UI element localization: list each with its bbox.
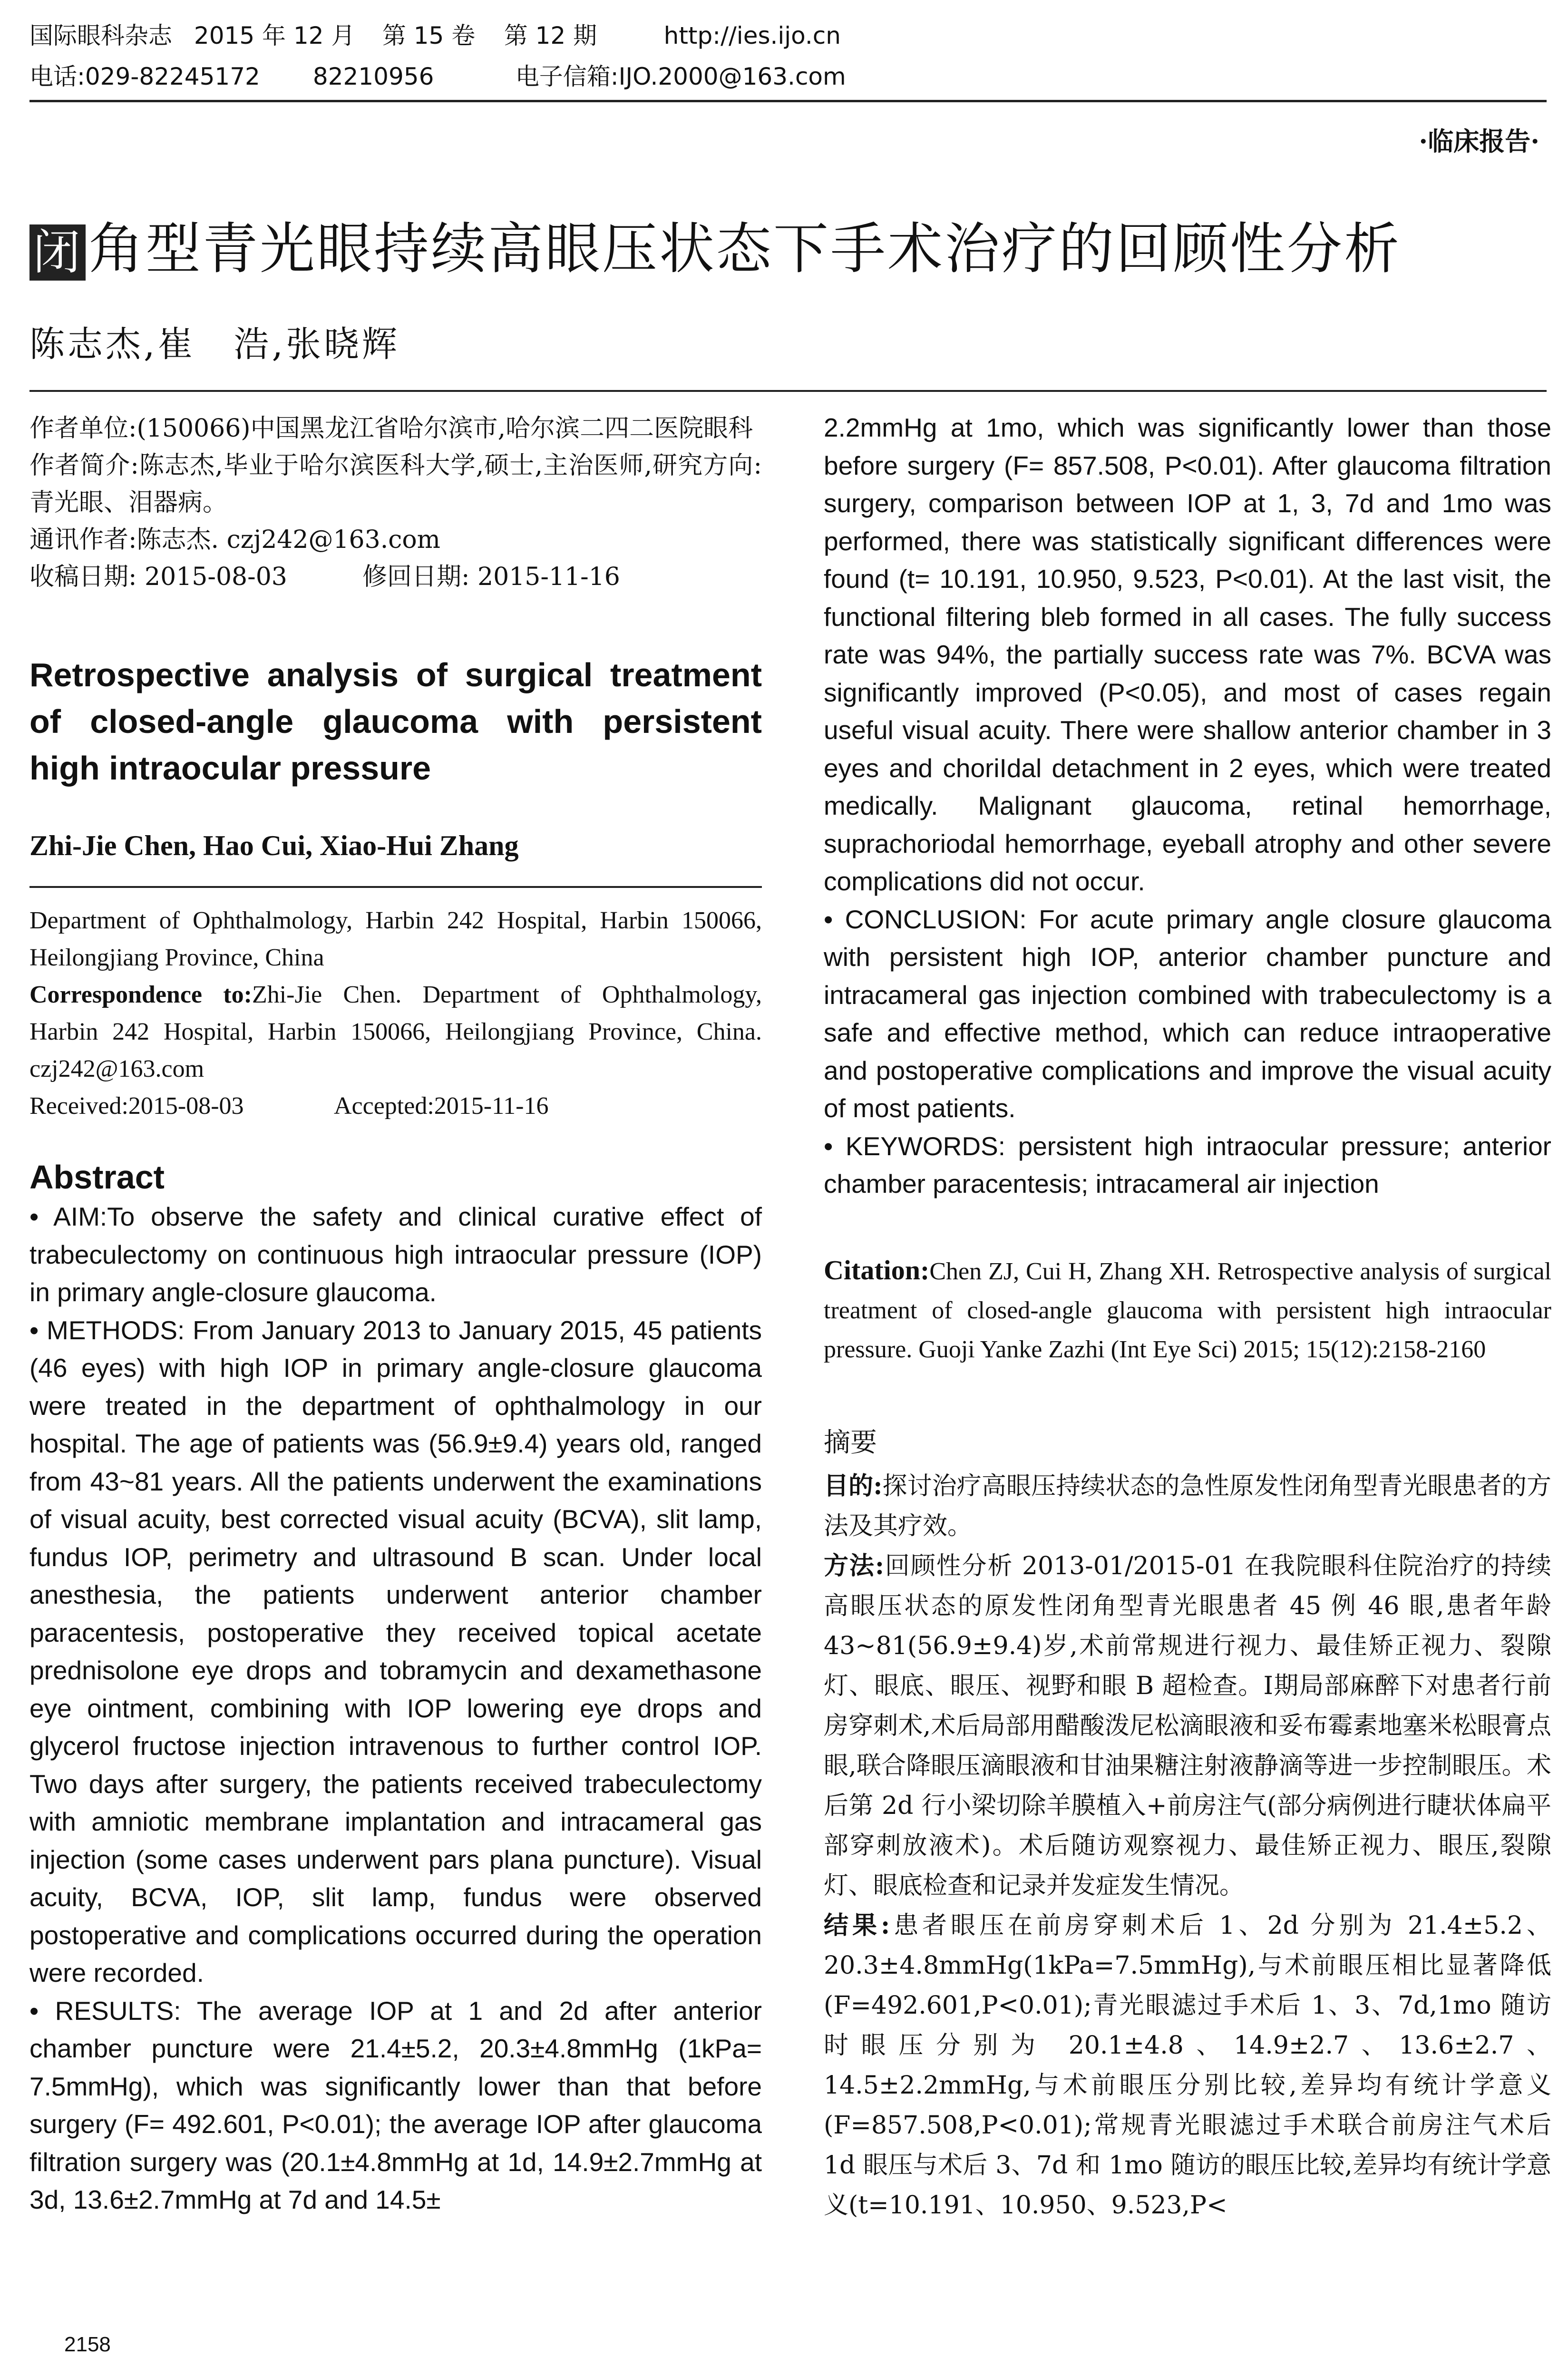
journal-header-line2 xyxy=(29,61,846,92)
author-bio: 作者简介:陈志杰,毕业于哈尔滨医科大学,硕士,主治医师,研究方向:青光眼、泪器病。 xyxy=(29,451,762,517)
abstract-body xyxy=(29,1198,762,2219)
abstract-results-cont: 2.2mmHg at 1mo, which was significantly lower than those before surgery (F= 857.508, P<0.01). After glaucoma filtration surgery, comparison between IOP at 1, 3, 7d and 1mo was performed, there was statistically significant differences were found (t= 10.191, 10.950, 9.523, P<0.01). At the last visit, the functional filtering bleb formed in all cases. The fully success rate was 94%, the partially success rate was 7%. BCVA was significantly improved (P<0.05), and most of cases regain useful visual acuity. There were shallow anterior chamber in 3 eyes and choriIdal detachment in 2 eyes, which were treated medically. Malignant glaucoma, retinal hemorrhage, suprachoriodal hemorrhage, eyeball atrophy and other severe complications did not occur. xyxy=(824,413,1551,896)
issue: 第 12 期 xyxy=(504,22,597,49)
en-dept: Department of Ophthalmology, Harbin 242 Hospital, Harbin 150066, Heilongjiang Province, China xyxy=(29,907,762,971)
zh-abstract-heading: 摘要 xyxy=(824,1427,877,1458)
title-boxed-char: 闭 xyxy=(29,224,86,281)
en-authors: Zhi-Jie Chen, Hao Cui, Xiao-Hui Zhang xyxy=(29,830,519,861)
zh-results xyxy=(824,1906,1551,2225)
section-tag: ·临床报告· xyxy=(1419,126,1539,156)
email[interactable]: 电子信箱:IJO.2000@163.com xyxy=(515,63,846,90)
zh-abstract-body xyxy=(824,1466,1551,2225)
citation-label: Citation: xyxy=(824,1254,930,1286)
phone: 电话:029-82245172 xyxy=(29,63,260,90)
citation xyxy=(824,1251,1551,1369)
zh-aim-text: 探讨治疗高眼压持续状态的急性原发性闭角型青光眼患者的方法及其疗效。 xyxy=(824,1471,1551,1540)
correspondence-label: Correspondence to: xyxy=(29,981,252,1008)
revised-date: 修回日期: 2015-11-16 xyxy=(362,563,620,591)
right-column xyxy=(824,409,1551,2225)
en-dates xyxy=(29,1088,762,1125)
author-corresponding: 通讯作者:陈志杰. czj242@163.com xyxy=(29,526,440,554)
zh-methods-text: 回顾性分析 2013-01/2015-01 在我院眼科住院治疗的持续高眼压状态的原发性闭角型青光眼患者 45 例 46 眼,患者年龄 43~81(56.9±9.4)岁,术前常规进行视力、最佳矫正视力、裂隙灯、眼底、眼压、视野和眼 B 超检查。Ⅰ期局部麻醉下对患者行前房穿刺术,术后局部用醋酸泼尼松滴眼液和妥布霉素地塞米松眼膏点眼,联合降眼压滴眼液和甘油果糖注射液静滴等进一步控制眼压。术后第 2d 行小梁切除羊膜植入+前房注气(部分病例进行睫状体扁平部穿刺放液术)。术后随访观察视力、最佳矫正视力、眼压,裂隙灯、眼底检查和记录并发症发生情况。 xyxy=(824,1551,1551,1900)
abstract-heading: Abstract xyxy=(29,1159,165,1196)
abstract-conclusion: • CONCLUSION: For acute primary angle closure glaucoma with persistent high IOP, anterior chamber puncture and intracameral gas injection combined with trabeculectomy is a safe and effective method, which can reduce intraoperative and postoperative complications and improve the visual acuity of most patients. xyxy=(824,904,1551,1123)
article-title xyxy=(29,205,1401,284)
authors-cn: 陈志杰,崔 浩,张晓辉 xyxy=(29,324,400,365)
phone-2: 82210956 xyxy=(312,63,434,90)
author-dates xyxy=(29,558,762,595)
received-date: 收稿日期: 2015-08-03 xyxy=(29,563,287,591)
abstract-methods: • METHODS: From January 2013 to January 2015, 45 patients (46 eyes) with high IOP in primary angle-closure glaucoma were treated in the department of ophthalmology in our hospital. The age of patients was (56.9±9.4) years old, ranged from 43~81 years. All the patients underwent the examinations of visual acuity, best corrected visual acuity (BCVA), slit lamp, fundus IOP, perimetry and ultrasound B scan. Under local anesthesia, the patients underwent anterior chamber paracentesis, postoperative they received topical acetate prednisolone eye drops and tobramycin and dexamethasone eye ointment, combining with IOP lowering eye drops and glycerol fructose injection intravenous to further control IOP. Two days after surgery, the patients received trabeculectomy with amniotic membrane implantation and intracameral gas injection (some cases underwent pars plana puncture). Visual acuity, BCVA, IOP, slit lamp, fundus were observed postoperative and complications occurred during the operation were recorded. xyxy=(29,1315,762,1987)
en-title: Retrospective analysis of surgical treatment of closed-angle glaucoma with persistent high intraocular pressure xyxy=(29,656,762,787)
citation-text: Chen ZJ, Cui H, Zhang XH. Retrospective analysis of surgical treatment of closed-angle glaucoma with persistent high intraocular pressure. Guoji Yanke Zazhi (Int Eye Sci) 2015; 15(12):2158-2160 xyxy=(824,1257,1551,1363)
zh-aim xyxy=(824,1466,1551,1546)
issue-date: 2015 年 12 月 xyxy=(194,22,355,49)
zh-results-text: 患者眼压在前房穿刺术后 1、2d 分别为 21.4±5.2、20.3±4.8mmHg(1kPa=7.5mmHg),与术前眼压相比显著降低(F=492.601,P<0.01);青光眼滤过手术后 1、3、7d,1mo 随访时眼压分别为 20.1±4.8、14.9±2.7、13.6±2.7、14.5±2.2mmHg,与术前眼压分别比较,差异均有统计学意义(F=857.508,P<0.01);常规青光眼滤过手术联合前房注气术后 1d 眼压与术后 3、7d 和 1mo 随访的眼压比较,差异均有统计学意义(t=10.191、10.950、9.523,P< xyxy=(824,1911,1551,2220)
journal-header-line1 xyxy=(29,20,841,51)
header-rule xyxy=(29,100,1547,102)
en-affiliation xyxy=(29,902,762,1125)
en-authors-rule xyxy=(29,886,762,888)
left-column xyxy=(29,410,762,2219)
abstract-results: • RESULTS: The average IOP at 1 and 2d after anterior chamber puncture were 21.4±5.2, 20.3±4.8mmHg (1kPa= 7.5mmHg), which was significantly lower than that before surgery (F= 492.601, P<0.01); the average IOP after glaucoma filtration surgery was (20.1±4.8mmHg at 1d, 14.9±2.7mmHg at 3d, 13.6±2.7mmHg at 7d and 14.5± xyxy=(29,1996,762,2214)
author-info xyxy=(29,410,762,595)
zh-aim-label: 目的: xyxy=(824,1471,883,1500)
zh-methods-label: 方法: xyxy=(824,1551,885,1580)
zh-methods xyxy=(824,1546,1551,1906)
en-accepted: Accepted:2015-11-16 xyxy=(334,1092,549,1120)
page-number: 2158 xyxy=(64,2333,111,2356)
title-rule xyxy=(29,390,1547,392)
title-text: 角型青光眼持续高眼压状态下手术治疗的回顾性分析 xyxy=(88,217,1401,281)
correspondence-text: Zhi-Jie Chen. Department of Ophthalmology, Harbin 242 Hospital, Harbin 150066, Heilongjiang Province, China. czj242@163.com xyxy=(29,981,762,1082)
zh-results-label: 结果: xyxy=(824,1910,890,1940)
author-unit: 作者单位:(150066)中国黑龙江省哈尔滨市,哈尔滨二四二医院眼科 xyxy=(29,414,753,443)
en-received: Received:2015-08-03 xyxy=(29,1092,244,1120)
en-correspondence xyxy=(29,976,762,1088)
journal-url[interactable]: http://ies.ijo.cn xyxy=(663,22,841,49)
abstract-keywords: • KEYWORDS: persistent high intraocular pressure; anterior chamber paracentesis; intracameral air injection xyxy=(824,1131,1551,1198)
journal-name: 国际眼科杂志 xyxy=(29,22,172,49)
abstract-aim: • AIM:To observe the safety and clinical curative effect of trabeculectomy on continuous high intraocular pressure (IOP) in primary angle-closure glaucoma. xyxy=(29,1202,762,1307)
volume: 第 15 卷 xyxy=(382,22,476,49)
